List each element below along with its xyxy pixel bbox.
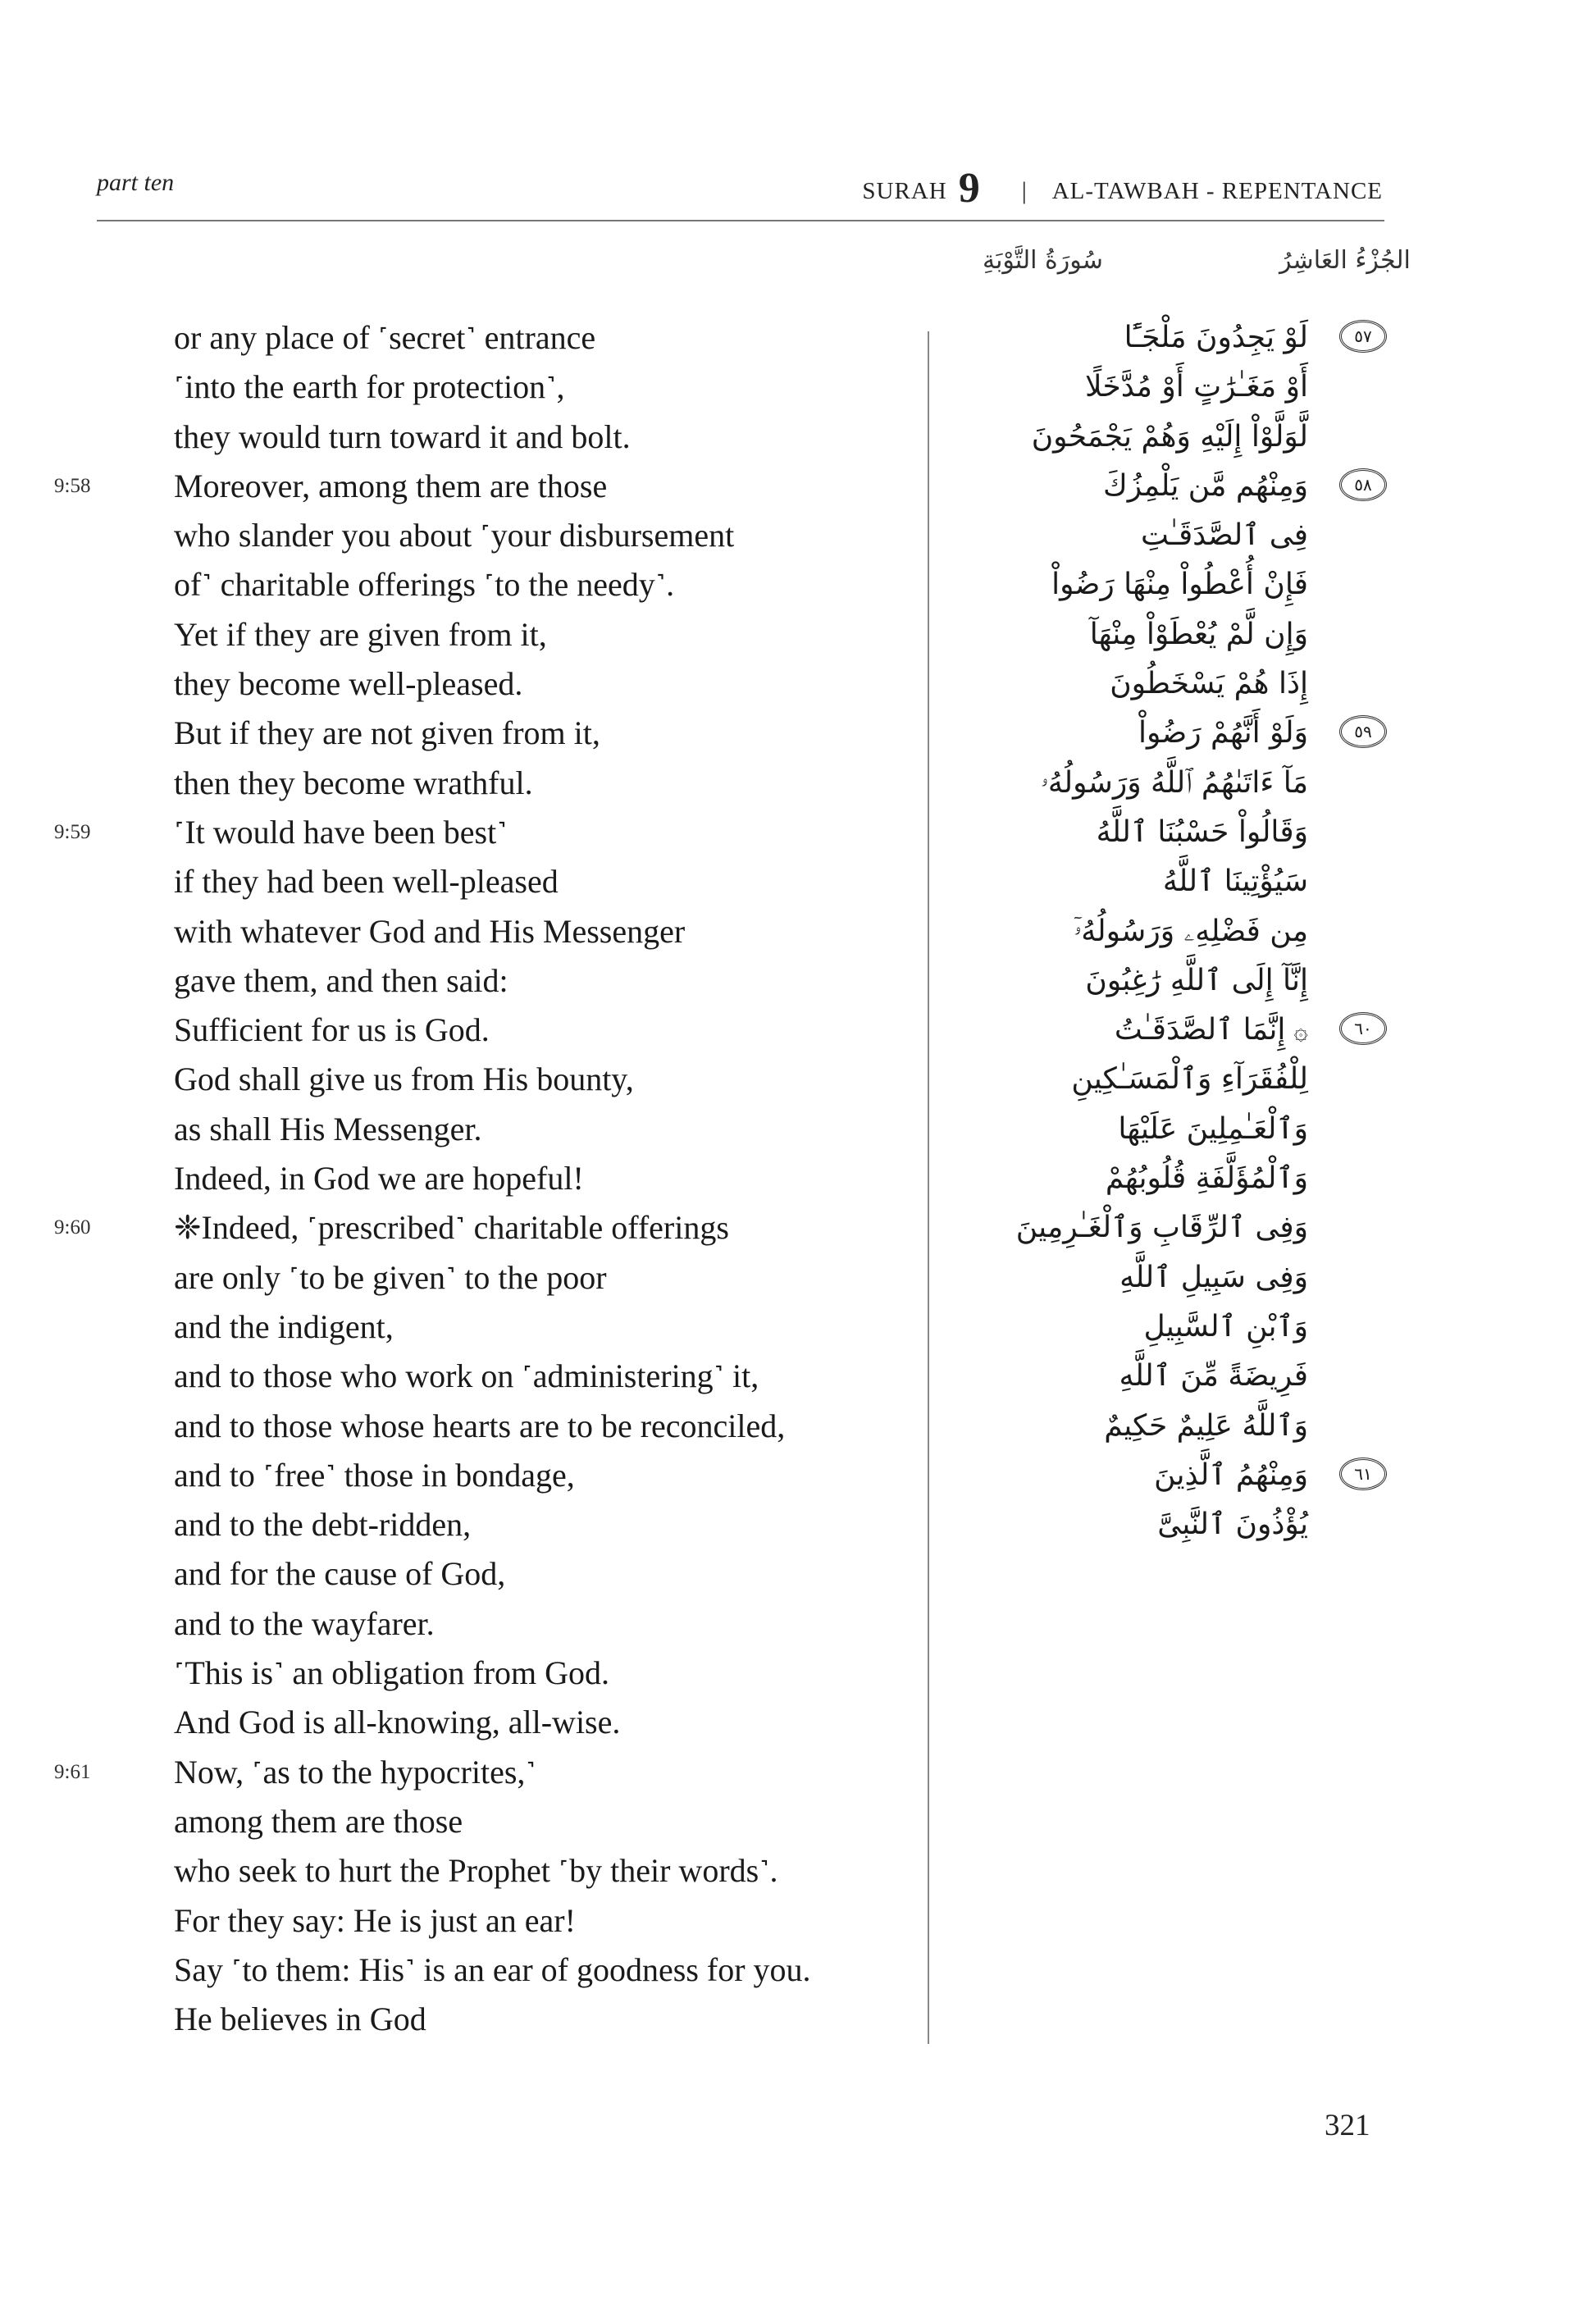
translation-text: ❈Indeed, ˹prescribed˺ charitable offerings [174,1209,729,1247]
translation-text: and to the wayfarer. [174,1604,435,1642]
arabic-text: أَوْ مَغَـٰرَٰتٍ أَوْ مُدَّخَلًا [1085,370,1308,404]
arabic-text: مَآ ءَاتَىٰهُمُ ٱللَّهُ وَرَسُولُهُۥ [1040,765,1308,800]
ayah-number-medallion: ٥٩ [1339,715,1387,748]
ayah-number-medallion: ٦١ [1339,1458,1387,1490]
arabic-text: وَفِى سَبِيلِ ٱللَّهِ [1119,1260,1308,1294]
arabic-text: إِنَّآ إِلَى ٱللَّهِ رَٰغِبُونَ [1085,963,1308,997]
translation-text: and to those whose hearts are to be reconciled, [174,1407,786,1444]
translation-line [174,1006,912,1055]
arabic-text: لَّوَلَّوْاْ إِلَيْهِ وَهُمْ يَجْمَحُونَ [1031,419,1308,454]
translation-line [174,610,912,659]
translation-line [174,1402,912,1451]
arabic-text: إِذَا هُمْ يَسْخَطُونَ [1110,667,1308,701]
arabic-line [955,808,1390,857]
arabic-text: فِى ٱلصَّدَقَـٰتِ [1141,518,1308,553]
arabic-line [955,1055,1390,1104]
arabic-text: وَٱلْمُؤَلَّفَةِ قُلُوبُهُمْ [1105,1161,1308,1196]
verse-reference: 9:60 [54,1216,91,1239]
translation-text: of˺ charitable offerings ˹to the needy˺. [174,566,675,604]
translation-text: gave them, and then said: [174,961,508,999]
translation-text: are only ˹to be given˺ to the poor [174,1258,607,1296]
arabic-text: فَرِيضَةً مِّنَ ٱللَّهِ [1119,1359,1308,1394]
translation-text: He believes in God [174,2000,426,2038]
arabic-text: لِلْفُقَرَآءِ وَٱلْمَسَـٰكِينِ [1071,1062,1308,1097]
arabic-line [955,1500,1390,1549]
translation-line [174,413,912,462]
surah-name: AL-TAWBAH - REPENTANCE [1051,178,1383,204]
page-number: 321 [1325,2109,1370,2142]
arabic-line [955,1352,1390,1401]
translation-text: they become well-pleased. [174,665,523,703]
translation-line [174,857,912,906]
translation-line [174,1549,912,1599]
arabic-text-column [955,313,1390,1549]
translation-text: and to the debt-ridden, [174,1506,472,1544]
arabic-line [955,1105,1390,1154]
translation-line [174,1846,912,1895]
translation-line [54,1748,912,1797]
arabic-line [955,709,1390,758]
surah-header [862,161,1383,212]
header-separator: | [1021,177,1028,204]
translation-line [174,1055,912,1104]
translation-text: they would turn toward it and bolt. [174,417,631,455]
rub-el-hizb-icon: ۞ [1293,1017,1308,1047]
arabic-text: وَٱلْعَـٰمِلِينَ عَلَيْهَا [1118,1111,1308,1146]
ayah-number-medallion: ٥٨ [1339,468,1387,501]
part-label: part ten [97,169,175,196]
translation-text: ˹It would have been best˺ [174,813,508,851]
translation-line [54,1203,912,1252]
translation-text: then they become wrathful. [174,764,533,801]
translation-line [54,462,912,511]
verse-reference: 9:61 [54,1760,91,1783]
translation-text: with whatever God and His Messenger [174,912,686,950]
arabic-line [955,1203,1390,1252]
translation-line [174,1302,912,1352]
translation-line [174,1896,912,1946]
arabic-text: إِنَّمَا ٱلصَّدَقَـٰتُ [1114,1013,1286,1047]
translation-text: and the indigent, [174,1307,394,1345]
translation-line [174,1500,912,1549]
translation-line [174,313,912,363]
arabic-text: وَٱللَّهُ عَلِيمٌ حَكِيمٌ [1104,1408,1308,1443]
arabic-surah-title: سُورَةُ التَّوْبَةِ [983,246,1103,275]
translation-text: Now, ˹as to the hypocrites,˺ [174,1753,536,1791]
translation-line [174,1451,912,1500]
translation-text: or any place of ˹secret˺ entrance [174,319,596,356]
translation-line [174,1995,912,2044]
arabic-text: وَقَالُواْ حَسْبُنَا ٱللَّهُ [1096,814,1308,849]
translation-line [174,363,912,412]
translation-text: But if they are not given from it, [174,714,600,752]
translation-text: ˹into the earth for protection˺, [174,368,565,406]
arabic-line [955,659,1390,709]
translation-line [174,1797,912,1846]
translation-text: Indeed, in God we are hopeful! [174,1160,584,1197]
translation-text: among them are those [174,1802,463,1840]
translation-line [174,759,912,808]
translation-text: Sufficient for us is God. [174,1011,490,1049]
arabic-text: وَلَوْ أَنَّهُمْ رَضُواْ [1138,716,1308,750]
english-translation-column [54,313,912,2044]
translation-text: and to those who work on ˹administering˺ it, [174,1357,759,1395]
translation-line [174,511,912,560]
translation-line [174,1105,912,1154]
translation-line [174,709,912,758]
arabic-text: وَفِى ٱلرِّقَابِ وَٱلْغَـٰرِمِينَ [1015,1211,1308,1245]
arabic-line [955,363,1390,412]
arabic-line [955,413,1390,462]
translation-line [174,1154,912,1203]
translation-text: and for the cause of God, [174,1555,506,1593]
translation-text: who slander you about ˹your disbursement [174,517,735,554]
translation-text: and to ˹free˺ those in bondage, [174,1456,575,1494]
translation-text: if they had been well-pleased [174,863,559,901]
arabic-line [955,1302,1390,1352]
arabic-text: يُؤْذُونَ ٱلنَّبِىَّ [1157,1508,1308,1542]
arabic-text: وَمِنْهُمُ ٱلَّذِينَ [1154,1458,1308,1492]
arabic-line [955,1154,1390,1203]
translation-line [174,659,912,709]
translation-line [174,956,912,1006]
translation-line [174,1253,912,1302]
arabic-line [955,313,1390,363]
arabic-line [955,1006,1390,1055]
translation-text: Say ˹to them: His˺ is an ear of goodness for you. [174,1950,811,1988]
surah-label: SURAH [862,178,947,204]
translation-line [174,1599,912,1649]
verse-reference: 9:58 [54,474,91,497]
translation-line [174,560,912,609]
translation-text: Yet if they are given from it, [174,615,547,653]
arabic-text: لَوْ يَجِدُونَ مَلْجَـًٔا [1124,321,1308,354]
ayah-number-medallion: ٦٠ [1339,1012,1387,1045]
translation-text: as shall His Messenger. [174,1110,482,1147]
arabic-text: سَيُؤْتِينَا ٱللَّهُ [1162,864,1308,899]
arabic-line [955,956,1390,1006]
translation-line [174,907,912,956]
ayah-number-medallion: ٥٧ [1339,320,1387,353]
translation-text: who seek to hurt the Prophet ˹by their words˺. [174,1852,778,1890]
translation-text: ˹This is˺ an obligation from God. [174,1654,610,1692]
translation-line [174,1352,912,1401]
surah-number: 9 [958,165,981,212]
arabic-line [955,907,1390,956]
header-rule [97,220,1384,221]
translation-line [54,808,912,857]
translation-line [174,1946,912,1995]
arabic-line [955,560,1390,609]
arabic-text: وَإِن لَّمْ يُعْطَوْاْ مِنْهَآ [1089,617,1308,651]
arabic-line [955,462,1390,511]
translation-text: And God is all-knowing, all-wise. [174,1704,621,1741]
arabic-line [955,759,1390,808]
translation-text: God shall give us from His bounty, [174,1061,634,1098]
arabic-part-title: الجُزْءُ العَاشِرُ [1279,246,1411,275]
arabic-line [955,857,1390,906]
arabic-text: وَمِنْهُم مَّن يَلْمِزُكَ [1103,468,1308,503]
arabic-line [955,610,1390,659]
arabic-line [955,1253,1390,1302]
arabic-line [955,1402,1390,1451]
translation-text: Moreover, among them are those [174,467,608,504]
translation-line [174,1649,912,1698]
column-divider [928,331,929,2044]
arabic-text: فَإِنْ أُعْطُواْ مِنْهَا رَضُواْ [1051,568,1308,602]
translation-line [174,1698,912,1747]
verse-reference: 9:59 [54,820,91,843]
arabic-line [955,1451,1390,1500]
translation-text: For they say: He is just an ear! [174,1901,576,1939]
arabic-text: وَٱبْنِ ٱلسَّبِيلِ [1143,1309,1308,1343]
arabic-text: مِن فَضْلِهِۦ وَرَسُولُهُۥٓ [1074,914,1308,948]
arabic-line [955,511,1390,560]
